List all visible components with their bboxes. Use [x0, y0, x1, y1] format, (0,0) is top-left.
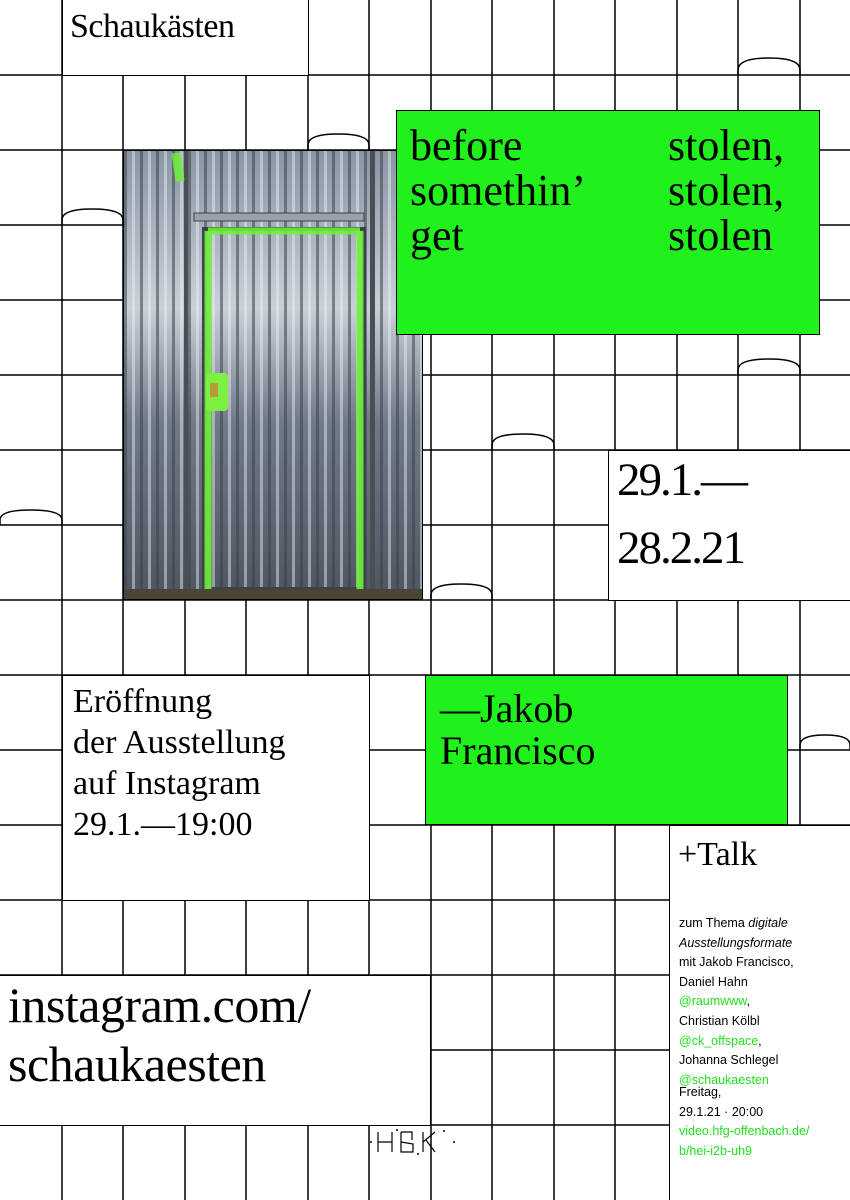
- talk-participant-4: Johanna Schlegel: [679, 1053, 779, 1068]
- instagram-link[interactable]: [8, 976, 311, 1094]
- handle-raumwww-comma: ,: [746, 994, 751, 1009]
- headline-line-2-right: stolen,: [668, 166, 785, 215]
- headline-box: [396, 110, 820, 335]
- talk-box: [669, 825, 850, 1200]
- door-photo: [123, 150, 423, 600]
- metal-door-icon: [124, 151, 423, 600]
- talk-intro: zum Thema: [679, 916, 745, 930]
- talk-day: Freitag,: [679, 1085, 722, 1099]
- talk-participant-2: Daniel Hahn: [679, 974, 748, 989]
- opening-line-2: der Ausstellung: [73, 724, 286, 761]
- dates-box: [608, 450, 850, 601]
- talk-details: [679, 914, 850, 1090]
- headline-line-3-left: get: [410, 211, 464, 260]
- opening-line-3: auf Instagram: [73, 765, 261, 802]
- headline-line-3: [410, 213, 810, 258]
- handle-schaukaesten[interactable]: @schaukaesten: [679, 1072, 769, 1087]
- headline-line-2: [410, 168, 810, 213]
- talk-title: +Talk: [678, 836, 758, 873]
- instagram-link-line-1: instagram.com/: [8, 977, 311, 1033]
- title-box: [62, 0, 309, 76]
- instagram-link-line-2: schaukaesten: [8, 1036, 266, 1092]
- artist-box: [425, 675, 788, 825]
- page-title: Schaukästen: [70, 8, 235, 45]
- headline-line-1-left: before: [410, 121, 523, 170]
- talk-time: [679, 1083, 850, 1161]
- date-end: 28.2.21: [617, 522, 744, 574]
- video-link[interactable]: [679, 1122, 850, 1161]
- instagram-box: [0, 975, 431, 1126]
- headline-line-2-left: somethin’: [410, 166, 586, 215]
- talk-participant-3: Christian Kölbl: [679, 1013, 760, 1028]
- artist-line-1: —Jakob: [440, 686, 574, 731]
- video-link-line-2: b/hei-i2b-uh9: [679, 1143, 752, 1158]
- talk-topic-2: Ausstellungsformate: [679, 935, 793, 950]
- talk-datetime: 29.1.21 · 20:00: [679, 1104, 764, 1119]
- headline-line-1: [410, 123, 810, 168]
- opening-line-4: 29.1.—19:00: [73, 806, 253, 843]
- handle-ck-offspace-comma: ,: [758, 1033, 762, 1048]
- opening-box: [62, 675, 370, 901]
- headline-line-3-right: stolen: [668, 211, 774, 260]
- hbk-logo: [368, 1127, 460, 1157]
- hbk-logo-icon: [368, 1127, 460, 1157]
- headline-line-1-right: stolen,: [668, 121, 785, 170]
- handle-raumwww[interactable]: @raumwww: [679, 994, 747, 1009]
- video-link-line-1: video.hfg-offenbach.de/: [679, 1124, 810, 1139]
- talk-topic-1: digitale: [748, 916, 788, 930]
- handle-ck-offspace[interactable]: @ck_offspace: [679, 1033, 759, 1048]
- talk-participants-1: mit Jakob Francisco,: [679, 955, 794, 970]
- opening-line-1: Eröffnung: [73, 683, 213, 720]
- date-start: 29.1.—: [617, 454, 746, 506]
- artist-name: Francisco: [440, 728, 596, 773]
